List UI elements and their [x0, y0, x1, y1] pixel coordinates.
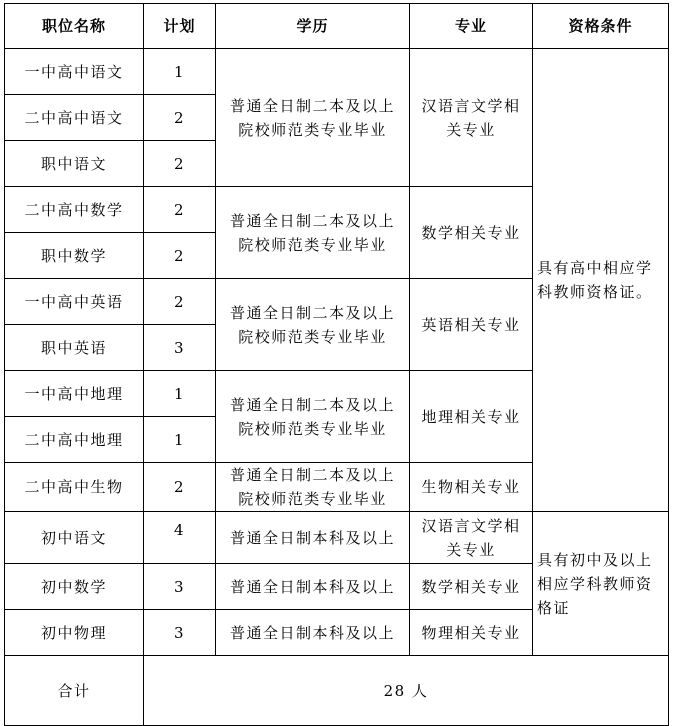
- total-row: [5, 656, 669, 726]
- plan-cell: 1: [144, 371, 216, 417]
- total-label: 合计: [5, 656, 144, 726]
- major-cell: 数学相关专业: [410, 564, 533, 610]
- position-cell: 初中数学: [5, 564, 144, 610]
- position-cell: 二中高中语文: [5, 95, 144, 141]
- position-cell: 职中英语: [5, 325, 144, 371]
- education-cell: 普通全日制二本及以上院校师范类专业毕业: [216, 463, 410, 512]
- header-position: 职位名称: [5, 4, 144, 49]
- education-cell: 普通全日制二本及以上院校师范类专业毕业: [216, 279, 410, 371]
- plan-cell: 3: [144, 325, 216, 371]
- position-cell: 二中高中生物: [5, 463, 144, 512]
- major-cell: 数学相关专业: [410, 187, 533, 279]
- plan-cell: 2: [144, 95, 216, 141]
- position-cell: 职中语文: [5, 141, 144, 187]
- plan-cell: 2: [144, 279, 216, 325]
- header-plan: 计划: [144, 4, 216, 49]
- plan-cell: 4: [144, 512, 216, 564]
- position-cell: 一中高中地理: [5, 371, 144, 417]
- major-cell: 汉语言文学相关专业: [410, 49, 533, 187]
- header-major: 专业: [410, 4, 533, 49]
- position-cell: 二中高中数学: [5, 187, 144, 233]
- education-cell: 普通全日制本科及以上: [216, 564, 410, 610]
- education-cell: 普通全日制二本及以上院校师范类专业毕业: [216, 371, 410, 463]
- position-cell: 初中语文: [5, 512, 144, 564]
- position-cell: 二中高中地理: [5, 417, 144, 463]
- education-cell: 普通全日制本科及以上: [216, 610, 410, 656]
- position-cell: 职中数学: [5, 233, 144, 279]
- plan-cell: 3: [144, 564, 216, 610]
- total-value: 28 人: [144, 656, 669, 726]
- header-qualification: 资格条件: [533, 4, 669, 49]
- major-cell: 物理相关专业: [410, 610, 533, 656]
- major-cell: 英语相关专业: [410, 279, 533, 371]
- plan-cell: 2: [144, 187, 216, 233]
- major-cell: 地理相关专业: [410, 371, 533, 463]
- plan-cell: 2: [144, 141, 216, 187]
- header-education: 学历: [216, 4, 410, 49]
- education-cell: 普通全日制二本及以上院校师范类专业毕业: [216, 187, 410, 279]
- plan-cell: 1: [144, 49, 216, 95]
- header-row: [5, 4, 669, 49]
- major-cell: 汉语言文学相关专业: [410, 512, 533, 564]
- recruitment-table: [4, 3, 669, 726]
- table-row: [5, 512, 669, 564]
- position-cell: 一中高中语文: [5, 49, 144, 95]
- position-cell: 一中高中英语: [5, 279, 144, 325]
- plan-cell: 1: [144, 417, 216, 463]
- education-cell: 普通全日制本科及以上: [216, 512, 410, 564]
- table-row: [5, 49, 669, 95]
- plan-cell: 2: [144, 463, 216, 512]
- major-cell: 生物相关专业: [410, 463, 533, 512]
- position-cell: 初中物理: [5, 610, 144, 656]
- qualification-cell: 具有初中及以上相应学科教师资格证: [533, 512, 669, 656]
- plan-cell: 2: [144, 233, 216, 279]
- qualification-cell: 具有高中相应学科教师资格证。: [533, 49, 669, 512]
- plan-cell: 3: [144, 610, 216, 656]
- education-cell: 普通全日制二本及以上院校师范类专业毕业: [216, 49, 410, 187]
